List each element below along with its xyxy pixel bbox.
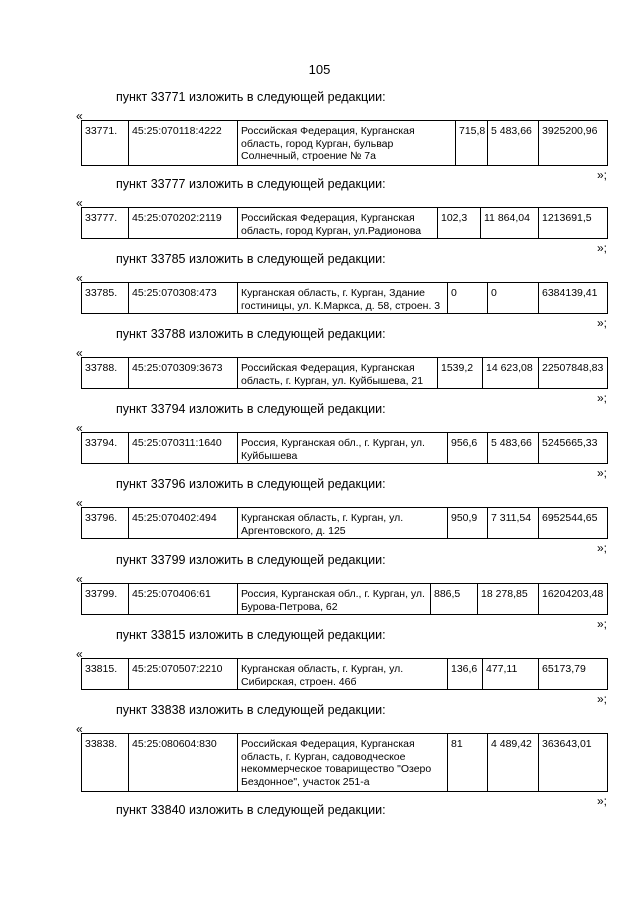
table-row bbox=[81, 120, 608, 166]
open-quote: « bbox=[76, 496, 83, 510]
cell-cadastral-value: 6384139,41 bbox=[538, 283, 609, 313]
cell-row-number: 33815. bbox=[85, 663, 118, 675]
entry-intro: пункт 33838 изложить в следующей редакции: bbox=[116, 703, 386, 717]
cell-cadastral-number: 45:25:070309:3673 bbox=[128, 358, 237, 388]
close-quote: »; bbox=[597, 391, 608, 405]
entry-intro: пункт 33785 изложить в следующей редакции: bbox=[116, 252, 386, 266]
cell-rate: 7 311,54 bbox=[487, 508, 538, 538]
cell-cadastral-value: 65173,79 bbox=[538, 659, 609, 689]
cell-rate: 5 483,66 bbox=[487, 121, 538, 165]
close-quote: »; bbox=[597, 168, 608, 182]
cell-row-number: 33777. bbox=[85, 212, 118, 224]
close-quote: »; bbox=[597, 466, 608, 480]
cell-address: Курганская область, г. Курган, ул. Сибирская, строен. 46б bbox=[237, 659, 447, 689]
cell-rate: 0 bbox=[487, 283, 538, 313]
cell-address: Российская Федерация, Курганская область, г. Курган, ул. Куйбышева, 21 bbox=[237, 358, 437, 388]
close-quote: »; bbox=[597, 541, 608, 555]
cell-row-number: 33794. bbox=[85, 437, 118, 449]
page-number: 105 bbox=[308, 62, 331, 77]
final-intro: пункт 33840 изложить в следующей редакции: bbox=[116, 803, 386, 817]
entry-intro: пункт 33815 изложить в следующей редакции: bbox=[116, 628, 386, 642]
cell-address: Курганская область, г. Курган, Здание гостиницы, ул. К.Маркса, д. 58, строен. 3 bbox=[237, 283, 447, 313]
cell-area: 81 bbox=[447, 734, 487, 791]
cell-address: Россия, Курганская обл., г. Курган, ул. Куйбышева bbox=[237, 433, 447, 463]
cell-area: 715,8 bbox=[455, 121, 487, 165]
cell-row-number: 33799. bbox=[85, 588, 118, 600]
cell-cadastral-value: 1213691,5 bbox=[538, 208, 609, 238]
cell-address: Российская Федерация, Курганская область, г. Курган, садоводческое некоммерческое товарищество "Озеро Бездонное", участок 251-а bbox=[237, 734, 447, 791]
cell-cadastral-number: 45:25:070402:494 bbox=[128, 508, 237, 538]
entry-block bbox=[0, 703, 639, 814]
cell-rate: 11 864,04 bbox=[480, 208, 538, 238]
cell-rate: 14 623,08 bbox=[482, 358, 538, 388]
cell-rate: 4 489,42 bbox=[487, 734, 538, 791]
cell-cadastral-value: 3925200,96 bbox=[538, 121, 609, 165]
close-quote: »; bbox=[597, 241, 608, 255]
cell-cadastral-number: 45:25:070311:1640 bbox=[128, 433, 237, 463]
open-quote: « bbox=[76, 271, 83, 285]
cell-cadastral-value: 22507848,83 bbox=[538, 358, 609, 388]
entry-block bbox=[0, 252, 639, 336]
entry-intro: пункт 33777 изложить в следующей редакции: bbox=[116, 177, 386, 191]
entry-block bbox=[0, 628, 639, 712]
entry-block bbox=[0, 177, 639, 261]
open-quote: « bbox=[76, 572, 83, 586]
cell-address: Российская Федерация, Курганская область, город Курган, ул.Радионова bbox=[237, 208, 437, 238]
table-row bbox=[81, 507, 608, 539]
cell-rate: 18 278,85 bbox=[477, 584, 538, 614]
cell-rate: 5 483,66 bbox=[487, 433, 538, 463]
entry-intro: пункт 33796 изложить в следующей редакции: bbox=[116, 477, 386, 491]
entry-intro: пункт 33799 изложить в следующей редакции: bbox=[116, 553, 386, 567]
cell-cadastral-number: 45:25:070118:4222 bbox=[128, 121, 237, 165]
cell-cadastral-value: 16204203,48 bbox=[538, 584, 609, 614]
cell-cadastral-number: 45:25:070406:61 bbox=[128, 584, 237, 614]
entry-intro: пункт 33771 изложить в следующей редакции: bbox=[116, 90, 386, 104]
table-row bbox=[81, 357, 608, 389]
cell-cadastral-number: 45:25:070202:2119 bbox=[128, 208, 237, 238]
table-row bbox=[81, 207, 608, 239]
cell-area: 886,5 bbox=[430, 584, 477, 614]
close-quote: »; bbox=[597, 692, 608, 706]
cell-rate: 477,11 bbox=[482, 659, 538, 689]
close-quote: »; bbox=[597, 794, 608, 808]
cell-cadastral-value: 5245665,33 bbox=[538, 433, 609, 463]
cell-cadastral-number: 45:25:080604:830 bbox=[128, 734, 237, 791]
table-row bbox=[81, 733, 608, 792]
open-quote: « bbox=[76, 722, 83, 736]
close-quote: »; bbox=[597, 617, 608, 631]
entry-block bbox=[0, 90, 639, 188]
entry-intro: пункт 33788 изложить в следующей редакции: bbox=[116, 327, 386, 341]
cell-row-number: 33796. bbox=[85, 512, 118, 524]
open-quote: « bbox=[76, 196, 83, 210]
cell-cadastral-number: 45:25:070308:473 bbox=[128, 283, 237, 313]
close-quote: »; bbox=[597, 316, 608, 330]
cell-area: 136,6 bbox=[447, 659, 482, 689]
entry-block bbox=[0, 327, 639, 411]
cell-row-number: 33771. bbox=[85, 125, 118, 137]
open-quote: « bbox=[76, 421, 83, 435]
cell-area: 0 bbox=[447, 283, 487, 313]
cell-cadastral-value: 6952544,65 bbox=[538, 508, 609, 538]
cell-area: 102,3 bbox=[437, 208, 480, 238]
open-quote: « bbox=[76, 346, 83, 360]
cell-row-number: 33785. bbox=[85, 287, 118, 299]
cell-cadastral-value: 363643,01 bbox=[538, 734, 609, 791]
table-row bbox=[81, 282, 608, 314]
cell-address: Россия, Курганская обл., г. Курган, ул. Бурова-Петрова, 62 bbox=[237, 584, 430, 614]
table-row bbox=[81, 658, 608, 690]
entry-block bbox=[0, 477, 639, 561]
entry-intro: пункт 33794 изложить в следующей редакции: bbox=[116, 402, 386, 416]
entry-block bbox=[0, 553, 639, 637]
cell-cadastral-number: 45:25:070507:2210 bbox=[128, 659, 237, 689]
table-row bbox=[81, 432, 608, 464]
cell-address: Курганская область, г. Курган, ул. Аргентовского, д. 125 bbox=[237, 508, 447, 538]
cell-row-number: 33838. bbox=[85, 738, 118, 750]
entry-block bbox=[0, 402, 639, 486]
cell-area: 1539,2 bbox=[437, 358, 482, 388]
table-row bbox=[81, 583, 608, 615]
open-quote: « bbox=[76, 647, 83, 661]
cell-row-number: 33788. bbox=[85, 362, 118, 374]
cell-area: 956,6 bbox=[447, 433, 487, 463]
cell-address: Российская Федерация, Курганская область, город Курган, бульвар Солнечный, строение № 7а bbox=[237, 121, 455, 165]
open-quote: « bbox=[76, 109, 83, 123]
cell-area: 950,9 bbox=[447, 508, 487, 538]
